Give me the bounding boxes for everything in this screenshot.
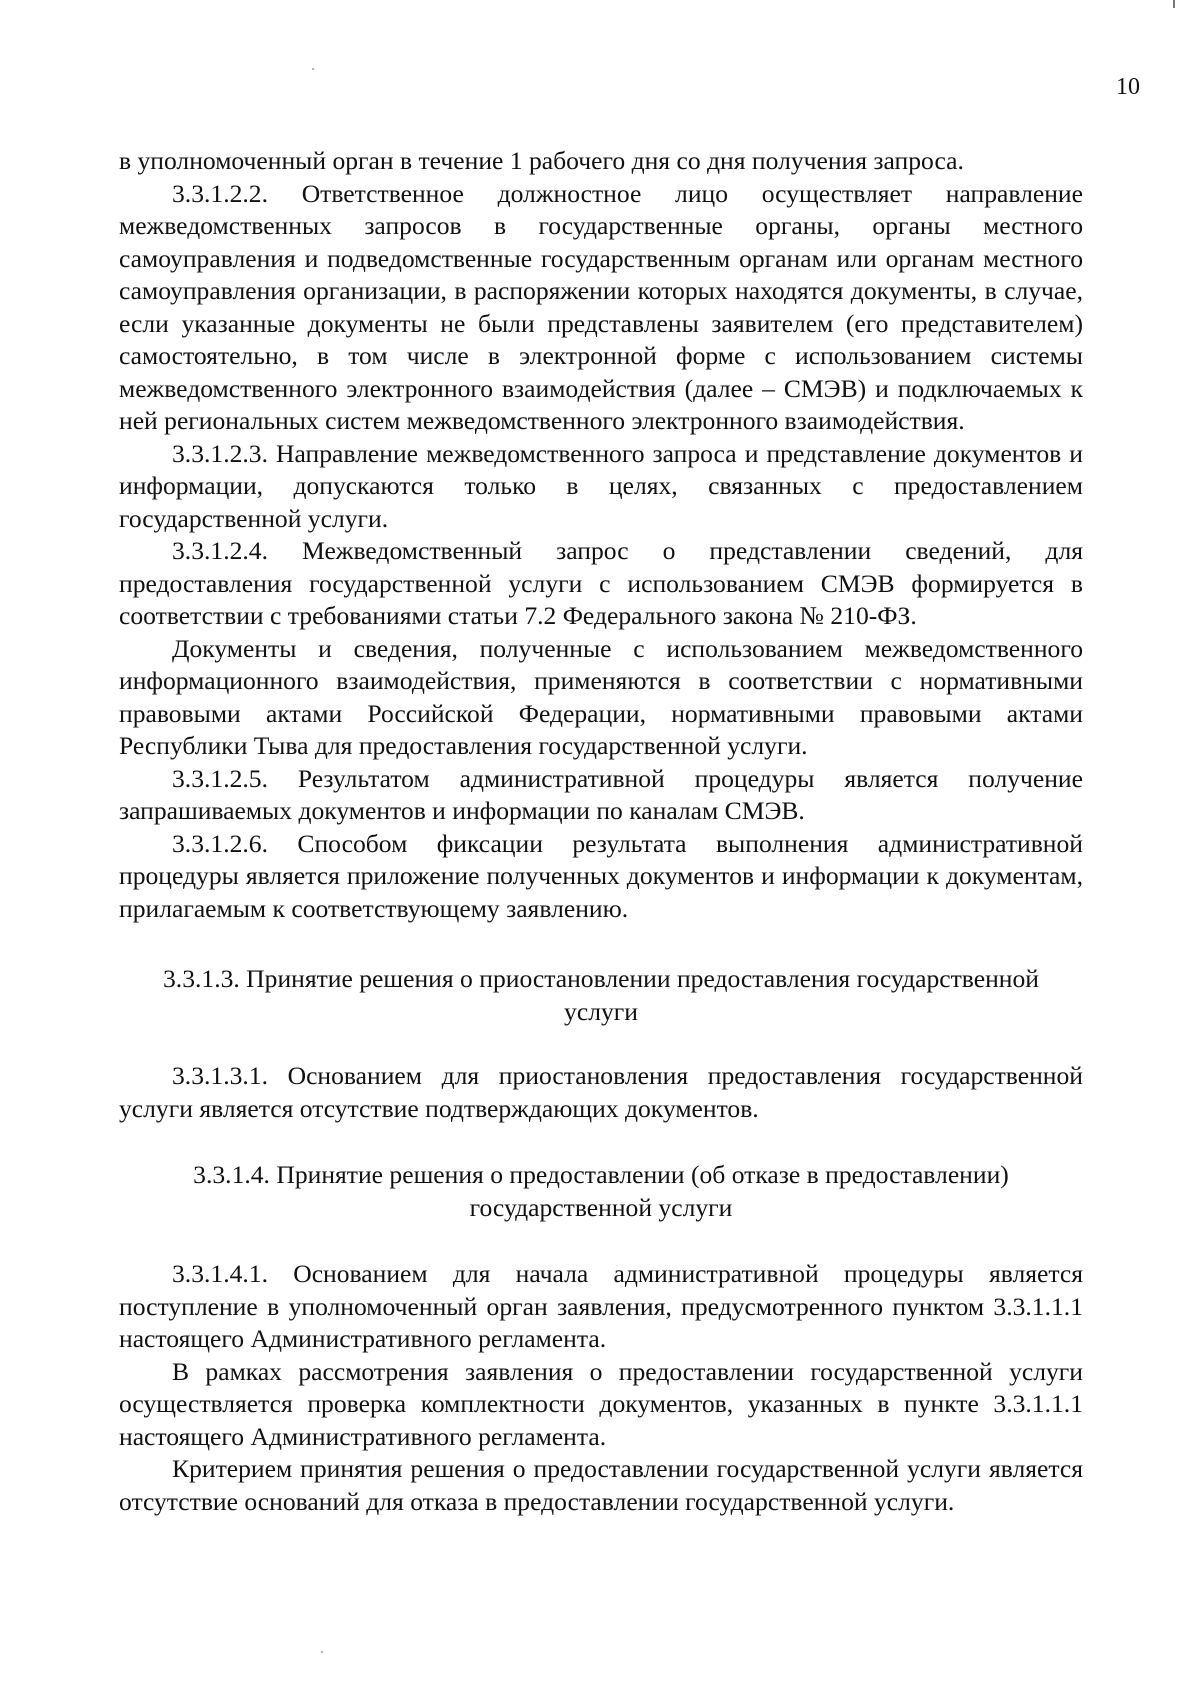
scan-corner-mark xyxy=(1173,0,1175,8)
paragraph-completeness-check: В рамках рассмотрения заявления о предоставлении государственной услуги осуществляется проверка комплектности документов, указанных в пункте 3.3.1.1.1 настоящего Административного регламента. xyxy=(119,1356,1083,1451)
scan-dot xyxy=(312,68,314,70)
scan-dot xyxy=(321,1651,323,1653)
section-heading-line: 3.3.1.4. Принятие решения о предоставлении (об отказе в предоставлении) xyxy=(193,1160,1009,1189)
paragraph-continuation: в уполномоченный орган в течение 1 рабочего дня со дня получения запроса. xyxy=(119,146,964,175)
section-heading-line: государственной услуги xyxy=(469,1192,733,1222)
section-heading-line: услуги xyxy=(564,996,638,1026)
paragraph-3-3-1-2-3: 3.3.1.2.3. Направление межведомственного запроса и представление документов и информации, допускаются только в целях, связанных с предоставлением государственной услуги. xyxy=(119,438,1083,533)
section-heading-line: 3.3.1.3. Принятие решения о приостановлении предоставления государственной xyxy=(163,964,1039,993)
paragraph-3-3-1-2-5: 3.3.1.2.5. Результатом административной процедуры является получение запрашиваемых документов и информации по каналам СМЭВ. xyxy=(119,763,1083,825)
paragraph-3-3-1-3-1: 3.3.1.3.1. Основанием для приостановления предоставления государственной услуги является отсутствие подтверждающих документов. xyxy=(119,1061,1083,1123)
paragraph-3-3-1-2-4: 3.3.1.2.4. Межведомственный запрос о представлении сведений, для предоставления государственной услуги с использованием СМЭВ формируется в соответствии с требованиями статьи 7.2 Федерального закона № 210-ФЗ. xyxy=(119,536,1083,630)
paragraph-documents-and-information: Документы и сведения, полученные с использованием межведомственного информационного взаимодействия, применяются в соответствии с нормативными правовыми актами Российской Федерации, нормативными правовыми актами Республики Тыва для предоставления государственной услуги. xyxy=(119,633,1083,760)
document-body xyxy=(119,145,1083,1518)
page-number: 10 xyxy=(1116,74,1140,100)
paragraph-decision-criterion: Критерием принятия решения о предоставлении государственной услуги является отсутствие оснований для отказа в предоставлении государственной услуги. xyxy=(119,1454,1083,1516)
paragraph-3-3-1-2-6: 3.3.1.2.6. Способом фиксации результата выполнения административной процедуры является приложение полученных документов и информации к документам, прилагаемым к соответствующему заявлению. xyxy=(119,828,1083,923)
section-heading-3-3-1-4 xyxy=(119,1159,1083,1224)
paragraph-3-3-1-2-2: 3.3.1.2.2. Ответственное должностное лицо осуществляет направление межведомственных запросов в государственные органы, органы местного самоуправления и подведомственные государственным органам или органам местного самоуправления организации, в распоряжении которых находятся документы, в случае, если указанные документы не были представлены заявителем (его представителем) самостоятельно, в том числе в электронной форме с использованием системы межведомственного электронного взаимодействия (далее – СМЭВ) и подключаемых к ней региональных систем межведомственного электронного взаимодействия. xyxy=(119,178,1083,435)
section-heading-3-3-1-3 xyxy=(119,963,1083,1028)
paragraph-3-3-1-4-1: 3.3.1.4.1. Основанием для начала административной процедуры является поступление в уполномоченный орган заявления, предусмотренного пунктом 3.3.1.1.1 настоящего Административного регламента. xyxy=(119,1259,1083,1353)
